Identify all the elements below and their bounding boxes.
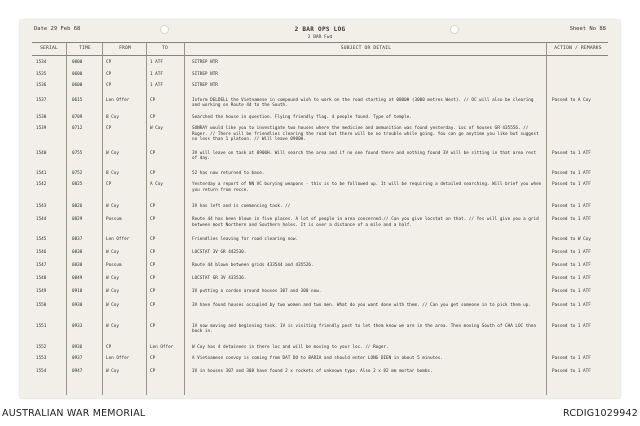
from-cell: CP [106,71,112,77]
detail-cell: SITREP NTR [192,60,218,65]
action-cell: Passed to 1 ATF [552,288,591,294]
detail-cell: SITREP NTR [192,71,218,77]
to-cell: A Coy [150,182,163,188]
from-cell: B Coy [106,170,119,176]
serial-cell: 1537 [36,97,47,103]
action-cell: Passed to 1 ATF [552,262,591,268]
col-header-serial: SERIAL [40,46,58,51]
serial-cell: 1548 [36,275,47,281]
from-cell: CP [106,83,112,89]
time-cell: 0752 [72,170,83,176]
time-cell: 0838 [72,262,83,268]
action-cell: Passed to 1 ATF [552,204,591,210]
time-cell: 0933 [72,323,83,329]
action-cell: Passed to 1 ATF [552,275,591,281]
to-cell: CP [150,323,156,329]
to-cell: Len Offer [150,344,174,350]
col-header-detail: SUBJECT OR DETAIL [340,46,392,51]
from-cell: CP [106,344,112,350]
from-cell: W Coy [106,288,119,294]
log-title: 2 BAR OPS LOG [294,26,346,33]
time-cell: 0600 [72,83,83,89]
log-date: Date 29 Feb 68 [34,26,81,32]
action-cell: Passed to 1 ATF [552,323,591,329]
serial-cell: 1534 [36,60,47,65]
serial-cell: 1552 [36,344,47,350]
to-cell: 1 ATF [150,83,163,89]
detail-cell: SITREP NTR [192,83,218,89]
from-cell: CP [106,126,112,132]
to-cell: CP [150,170,156,176]
serial-cell: 1546 [36,249,47,255]
detail-cell: SUNRAY would like you to investigate two houses where the medicine and ammunition was found yesterday. Loc of houses GR 435556. // Roger. // There will be friendlies clearing the road but there will be no trouble while going. You can go anytime you like but suggest no less than 1 platoon. // Will leave 0900H. [192,126,539,143]
time-cell: 0838 [72,249,83,255]
serial-cell: 1553 [36,356,47,362]
detail-cell: 3V putting a cordon around houses 307 and 308 now. [192,288,322,294]
column-divider [102,43,103,395]
to-cell: 1 ATF [150,71,163,77]
to-cell: CP [150,97,156,103]
header-rule-bottom [32,55,608,56]
detail-cell: LOCSTAT 3V GR 442530. [192,249,247,255]
column-divider [184,43,185,395]
action-cell: Passed to 1 ATF [552,369,591,375]
to-cell: CP [150,275,156,281]
from-cell: W Coy [106,249,119,255]
column-divider [546,43,547,395]
detail-cell: 3V will leave on task at 0900H. Will search the area and if no one found there and nothing found 3V will be sitting in that area rest of day. [192,151,537,162]
serial-cell: 1554 [36,369,47,375]
detail-cell: Route 44 blown between grids 433544 and 435526. [192,262,314,268]
to-cell: CP [150,288,156,294]
action-cell: Passed to W Coy [552,236,591,242]
log-subtitle: 2 BAR Fwd [307,35,333,40]
detail-cell: Route 44 has been blown in five places. A lot of people in area concerned.// Can you give locstat on that. // Yes will give you a grid between most Northern and Southern holes. It is over a distance of a mile and a half. [192,217,539,228]
action-cell: Passed to 1 ATF [552,303,591,309]
detail-cell: A Vietnamese convoy is coming from DAT DO to BARIA and should enter LONG DIEN in about 5 minutes. [192,356,443,362]
time-cell: 0930 [72,303,83,309]
action-cell: Passed to 1 ATF [552,170,591,176]
to-cell: W Coy [150,126,163,132]
time-cell: 0937 [72,356,83,362]
serial-cell: 1543 [36,204,47,210]
detail-cell: 1V now moving and beginning task. 1V is visiting friendly post to let them know we are in the area. Then moving South of CHA LOC then back in. [192,323,537,335]
action-cell: Passed to A Coy [552,97,591,103]
time-cell: 0849 [72,275,83,281]
action-cell: Passed to 1 ATF [552,217,591,223]
detail-cell: Inform DELDELL the Vietnamese in compound wish to work on the road starting at 0800H (3000 metres West). // OC will also be clearing and working on Route 44 to the South. [192,97,534,109]
from-cell: Possum [106,262,122,268]
from-cell: Possum [106,217,122,223]
archive-id: RCDIG1029942 [563,408,638,419]
from-cell: W Coy [106,204,119,210]
time-cell: 0709 [72,114,83,120]
from-cell: W Coy [106,303,119,309]
header-rule-top [32,42,608,43]
time-cell: 0829 [72,217,83,223]
time-cell: 0826 [72,204,83,210]
time-cell: 0936 [72,344,83,350]
serial-cell: 1541 [36,170,47,176]
col-header-to: TO [162,46,168,51]
time-cell: 0755 [72,151,83,156]
time-cell: 0947 [72,369,83,375]
detail-cell: Yesterday a report of NN VC burying weapons - this is to be followed up. It will be requiring a detailed searching. Will brief you when you return from recce. [192,182,542,193]
column-divider [146,43,147,395]
from-cell: Len Offer [106,236,130,242]
action-cell: Passed to 1 ATF [552,249,591,255]
serial-cell: 1550 [36,303,47,309]
to-cell: CP [150,303,156,309]
action-cell: Passed to 1 ATF [552,182,591,188]
to-cell: CP [150,114,156,120]
to-cell: CP [150,262,156,268]
from-cell: W Coy [106,275,119,281]
from-cell: B Coy [106,114,119,120]
to-cell: CP [150,249,156,255]
detail-cell: 52 has now returned to base. [192,170,265,176]
log-sheet [20,20,620,398]
from-cell: W Coy [106,369,119,375]
detail-cell: Searched the house in question. Flying friendly flag. 4 people found. Type of temple. [192,114,412,120]
from-cell: W Coy [106,151,119,156]
column-divider [66,43,67,395]
serial-cell: 1551 [36,323,47,329]
action-cell: Passed to 1 ATF [552,151,591,156]
to-cell: 1 ATF [150,60,163,65]
to-cell: CP [150,369,156,375]
detail-cell: 3V have found houses occupied by two women and two men. What do you want done with them. // Can you get someone in to pick them up. [192,303,531,309]
action-cell: Passed to 1 ATF [552,356,591,362]
serial-cell: 1542 [36,182,47,188]
from-cell: Len Offer [106,356,130,362]
detail-cell: W Coy has 4 detainees in there loc and will be moving to your loc. // Roger. [192,344,389,350]
time-cell: 0800 [72,60,83,65]
time-cell: 0825 [72,182,83,188]
from-cell: CP [106,60,112,65]
to-cell: CP [150,204,156,210]
to-cell: CP [150,236,156,242]
to-cell: CP [150,356,156,362]
to-cell: CP [150,217,156,223]
detail-cell: 3V in houses 307 and 308 have found 2 x rockets of unknown type. Also 2 x 82 mm mortar bombs. [192,369,433,375]
serial-cell: 1544 [36,217,47,223]
time-cell: 0712 [72,126,83,132]
serial-cell: 1547 [36,262,47,268]
serial-cell: 1539 [36,126,47,132]
archive-credit: AUSTRALIAN WAR MEMORIAL [2,408,146,419]
time-cell: 0910 [72,288,83,294]
detail-cell: Friendlies leaving for road clearing now. [192,236,299,242]
col-header-time: TIME [79,46,91,51]
from-cell: Len Offer [106,97,130,103]
detail-cell: LOCSTAT GR 3V 433536. [192,275,247,281]
col-header-from: FROM [119,46,131,51]
serial-cell: 1538 [36,114,47,120]
detail-cell: 3V has left and is commencing task. // [192,204,291,210]
time-cell: 0600 [72,71,83,77]
serial-cell: 1540 [36,151,47,156]
from-cell: W Coy [106,323,119,329]
from-cell: CP [106,182,112,188]
serial-cell: 1536 [36,83,47,89]
serial-cell: 1535 [36,71,47,77]
serial-cell: 1549 [36,288,47,294]
time-cell: 0837 [72,236,83,242]
col-header-action: ACTION / REMARKS [554,46,602,51]
serial-cell: 1545 [36,236,47,242]
to-cell: CP [150,151,156,156]
sheet-number: Sheet No 88 [569,26,606,32]
time-cell: 0615 [72,97,83,103]
